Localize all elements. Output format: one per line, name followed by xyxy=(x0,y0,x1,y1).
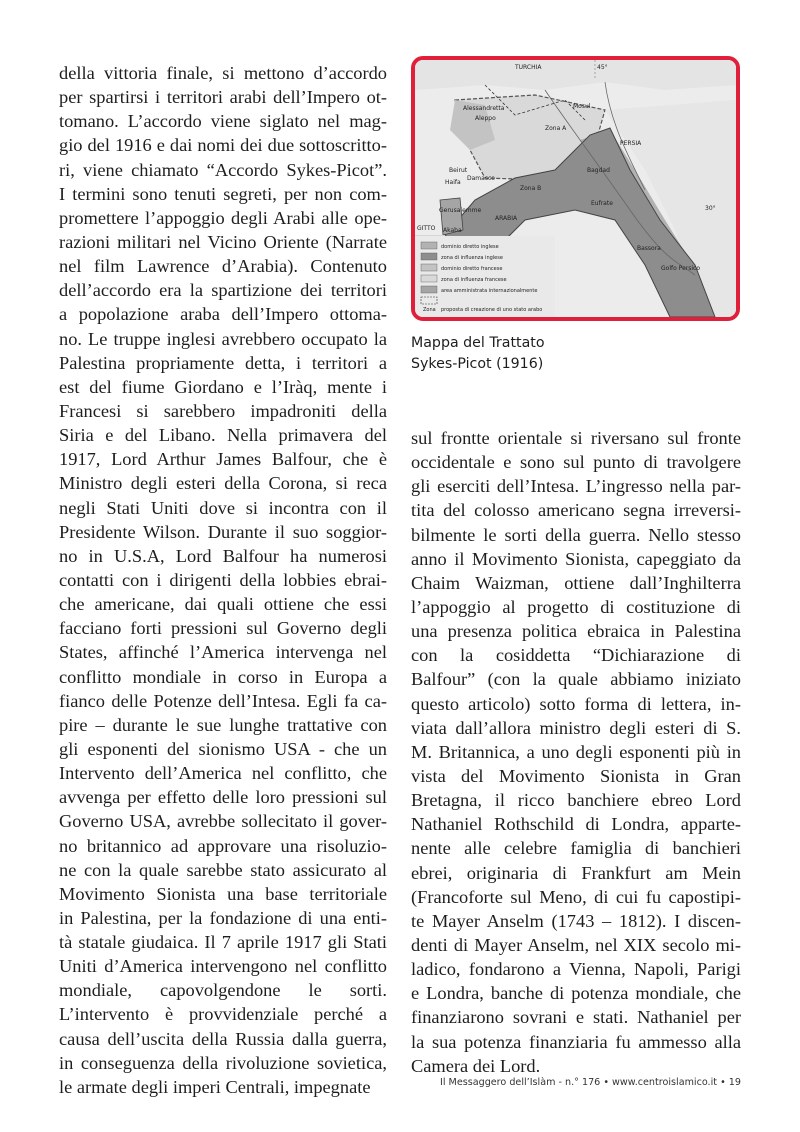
caption-line: Sykes-Picot (1916) xyxy=(411,356,544,372)
text-line: la sua potenza finanziaria fu ammesso alla xyxy=(411,1031,741,1052)
text-line: Nathaniel Rothschild di Londra, apparte- xyxy=(411,814,741,835)
text-line: della vittoria finale, si mettono d’accordo xyxy=(59,63,387,83)
text-line: no britannico ad approvare una risoluzio- xyxy=(59,835,387,856)
map-label-mosul: Mosul xyxy=(573,103,591,110)
text-line: pire – durante le sue lunghe trattative con xyxy=(59,714,387,735)
text-line: le armate degli imperi Centrali, impegnate xyxy=(59,1076,371,1097)
text-line: sul frontte orientale si riversano sul fronte xyxy=(411,428,741,448)
map-label-damasco: Damasco xyxy=(467,175,495,182)
text-line: in conseguenza della rivoluzione sovietica, xyxy=(59,1052,387,1073)
legend-zona: Zona xyxy=(423,307,436,313)
text-line: facciano forti pressioni sul Governo degli xyxy=(59,618,387,639)
text-line: Presidente Wilson. Durante il suo soggior- xyxy=(59,521,387,542)
map-label-beirut: Beirut xyxy=(449,167,468,174)
text-line: denti di Mayer Anselm, nel XIX secolo mi- xyxy=(411,934,741,955)
map-label-egitto: GITTO xyxy=(417,225,436,232)
text-line: conflitto mondiale in corso in Europa a xyxy=(59,666,387,687)
text-line: est del fiume Giordano e l’Iràq, mente i xyxy=(59,376,387,397)
text-line: l’appoggio al progetto di costituzione di xyxy=(411,596,741,617)
map-label-turchia: TURCHIA xyxy=(515,64,542,71)
map-label-golfo: Golfo Persico xyxy=(661,265,701,272)
text-line: e Londra, banche di potenza mondiale, che xyxy=(411,983,741,1004)
text-line: gli eserciti dell’Intesa. L’ingresso nella par- xyxy=(411,476,741,497)
text-line: ne con la quale sarebbe stato assicurato al xyxy=(59,859,387,880)
text-line: vista del Movimento Sionista in Gran xyxy=(411,765,741,786)
sykes-picot-map xyxy=(411,56,740,321)
text-line: mondiale, capovolgendone le sorti. xyxy=(59,980,387,1001)
text-line: tà statale giudaica. Il 7 aprile 1917 gli Stati xyxy=(59,932,387,953)
text-line: States, affinché l’America intervenga nel xyxy=(59,642,387,663)
article-left-column xyxy=(59,61,387,1099)
map-label-eufrate: Eufrate xyxy=(591,200,613,207)
text-line: Bretagna, il ricco banchiere ebreo Lord xyxy=(411,790,741,811)
text-line: L’intervento è provvidenziale perché a xyxy=(59,1004,387,1025)
text-line: tomano. L’accordo viene siglato nel mag- xyxy=(59,111,387,132)
text-line: Governo USA, avrebbe sollecitato il gover- xyxy=(59,811,387,832)
text-line: a popolazione araba dell’Impero ottoma- xyxy=(59,304,387,325)
text-line: razioni militari nel Vicino Oriente (Narrate xyxy=(59,231,387,252)
text-line: questo articolo) sotto forma di lettera, in- xyxy=(411,693,741,714)
map-label-persia: PERSIA xyxy=(620,140,642,147)
text-line: causa dell’uscita della Russia dalla guerra, xyxy=(59,1028,387,1049)
text-line: (Francoforte sul Meno, di cui fu capostipi- xyxy=(411,886,741,907)
map-label-aqaba: Akaba xyxy=(443,227,462,234)
text-line: te Mayer Anselm (1743 – 1812). I discen- xyxy=(411,910,741,931)
map-label-alessandretta: Alessandretta xyxy=(463,105,505,112)
text-line: che americane, dai quali ottiene che essi xyxy=(59,594,387,615)
legend-item: dominio diretto inglese xyxy=(441,244,499,250)
map-caption xyxy=(411,333,731,375)
text-line: no in U.S.A, Lord Balfour ha numerosi xyxy=(59,545,387,566)
text-line: occidentale e sono sul punto di travolgere xyxy=(411,452,741,473)
map-label-aleppo: Aleppo xyxy=(475,115,496,122)
text-line: gio del 1916 e dai nomi dei due sottoscritto- xyxy=(59,135,387,156)
map-label-haifa: Haifa xyxy=(445,179,461,186)
legend-item: proposta di creazione di uno stato arabo xyxy=(441,307,543,313)
text-line: no. Le truppe inglesi avrebbero occupato la xyxy=(59,328,387,349)
text-line: Chaim Waizman, ottiene dall’Inghilterra xyxy=(411,572,741,593)
text-line: finanziarono sovrani e stati. Nathaniel per xyxy=(411,1007,741,1028)
text-line: anno il Movimento Sionista, capeggiato da xyxy=(411,548,741,569)
text-line: Siria e del Libano. Nella primavera del xyxy=(59,425,387,446)
map-label-arabia: ARABIA xyxy=(495,215,518,222)
text-line: negli Stati Uniti dove si incontra con il xyxy=(59,497,387,518)
caption-line: Mappa del Trattato xyxy=(411,335,545,351)
text-line: dell’accordo era la spartizione dei territori xyxy=(59,280,387,301)
text-line: ebrei, originaria di Frankfurt am Mein xyxy=(411,862,741,883)
article-right-column xyxy=(411,426,741,1078)
map-label-zona-b: Zona B xyxy=(520,185,542,192)
text-line: M. Britannica, a uno degli esponenti più in xyxy=(411,741,741,762)
map-label-45: 45° xyxy=(597,64,608,71)
text-line: 1917, Lord Arthur James Balfour, che è xyxy=(59,449,387,470)
text-line: Francesi si sarebbero impadroniti della xyxy=(59,400,387,421)
legend-item: zona di influenza inglese xyxy=(441,255,503,261)
map-illustration xyxy=(415,60,736,317)
text-line: Palestina propriamente detta, i territori a xyxy=(59,352,387,373)
text-line: Intervento dell’America nel conflitto, che xyxy=(59,763,387,784)
map-label-gerusalemme: Gerusalemme xyxy=(439,207,482,214)
legend-item: area amministrata internazionalmente xyxy=(441,288,538,294)
map-label-zona-a: Zona A xyxy=(545,125,567,132)
text-line: ri, viene chiamato “Accordo Sykes-Picot”. xyxy=(59,159,387,180)
text-line: promettere l’appoggio degli Arabi alle ope- xyxy=(59,207,387,228)
map-label-bassora: Bassora xyxy=(637,245,661,252)
text-line: Balfour” (con la quale abbiamo iniziato xyxy=(411,669,741,690)
text-line: per spartirsi i territori arabi dell’Impero ot- xyxy=(59,87,387,108)
legend-item: dominio diretto francese xyxy=(441,266,503,272)
text-line: bilmente le sorti della guerra. Nello stesso xyxy=(411,524,741,545)
legend-item: zona di influenza francese xyxy=(441,277,507,283)
text-line: ladico, fondarono a Vienna, Napoli, Parigi xyxy=(411,959,741,980)
page-footer: Il Messaggero dell’Islàm - n.° 176 • www.centroislamico.it • 19 xyxy=(440,1077,741,1088)
map-label-baghdad: Bagdad xyxy=(587,167,610,174)
text-line: con la cosiddetta “Dichiarazione di xyxy=(411,645,741,666)
text-line: Camera dei Lord. xyxy=(411,1055,541,1076)
text-line: nente alle celebre famiglia di banchieri xyxy=(411,838,741,859)
text-line: Ministro degli esteri della Corona, si reca xyxy=(59,473,387,494)
text-line: tita del colosso americano segna irreversi- xyxy=(411,500,741,521)
map-label-30: 30° xyxy=(705,205,716,212)
text-line: viata dall’allora ministro degli esteri di S. xyxy=(411,717,741,738)
text-line: I termini sono tenuti segreti, per non com- xyxy=(59,183,387,204)
text-line: fianco delle Potenze dell’Intesa. Egli fa ca- xyxy=(59,690,387,711)
text-line: avvenga per effetto delle loro pressioni sul xyxy=(59,787,387,808)
text-line: gli esponenti del sionismo USA - che un xyxy=(59,738,387,759)
text-line: una presenza politica ebraica in Palestina xyxy=(411,621,741,642)
text-line: in Palestina, per la fondazione di una enti- xyxy=(59,907,387,928)
text-line: nel film Lawrence d’Arabia). Contenuto xyxy=(59,256,387,277)
text-line: contatti con i dirigenti della lobbies ebrai- xyxy=(59,569,387,590)
text-line: Movimento Sionista una base territoriale xyxy=(59,883,387,904)
text-line: Uniti d’America intervengono nel conflitto xyxy=(59,956,387,977)
